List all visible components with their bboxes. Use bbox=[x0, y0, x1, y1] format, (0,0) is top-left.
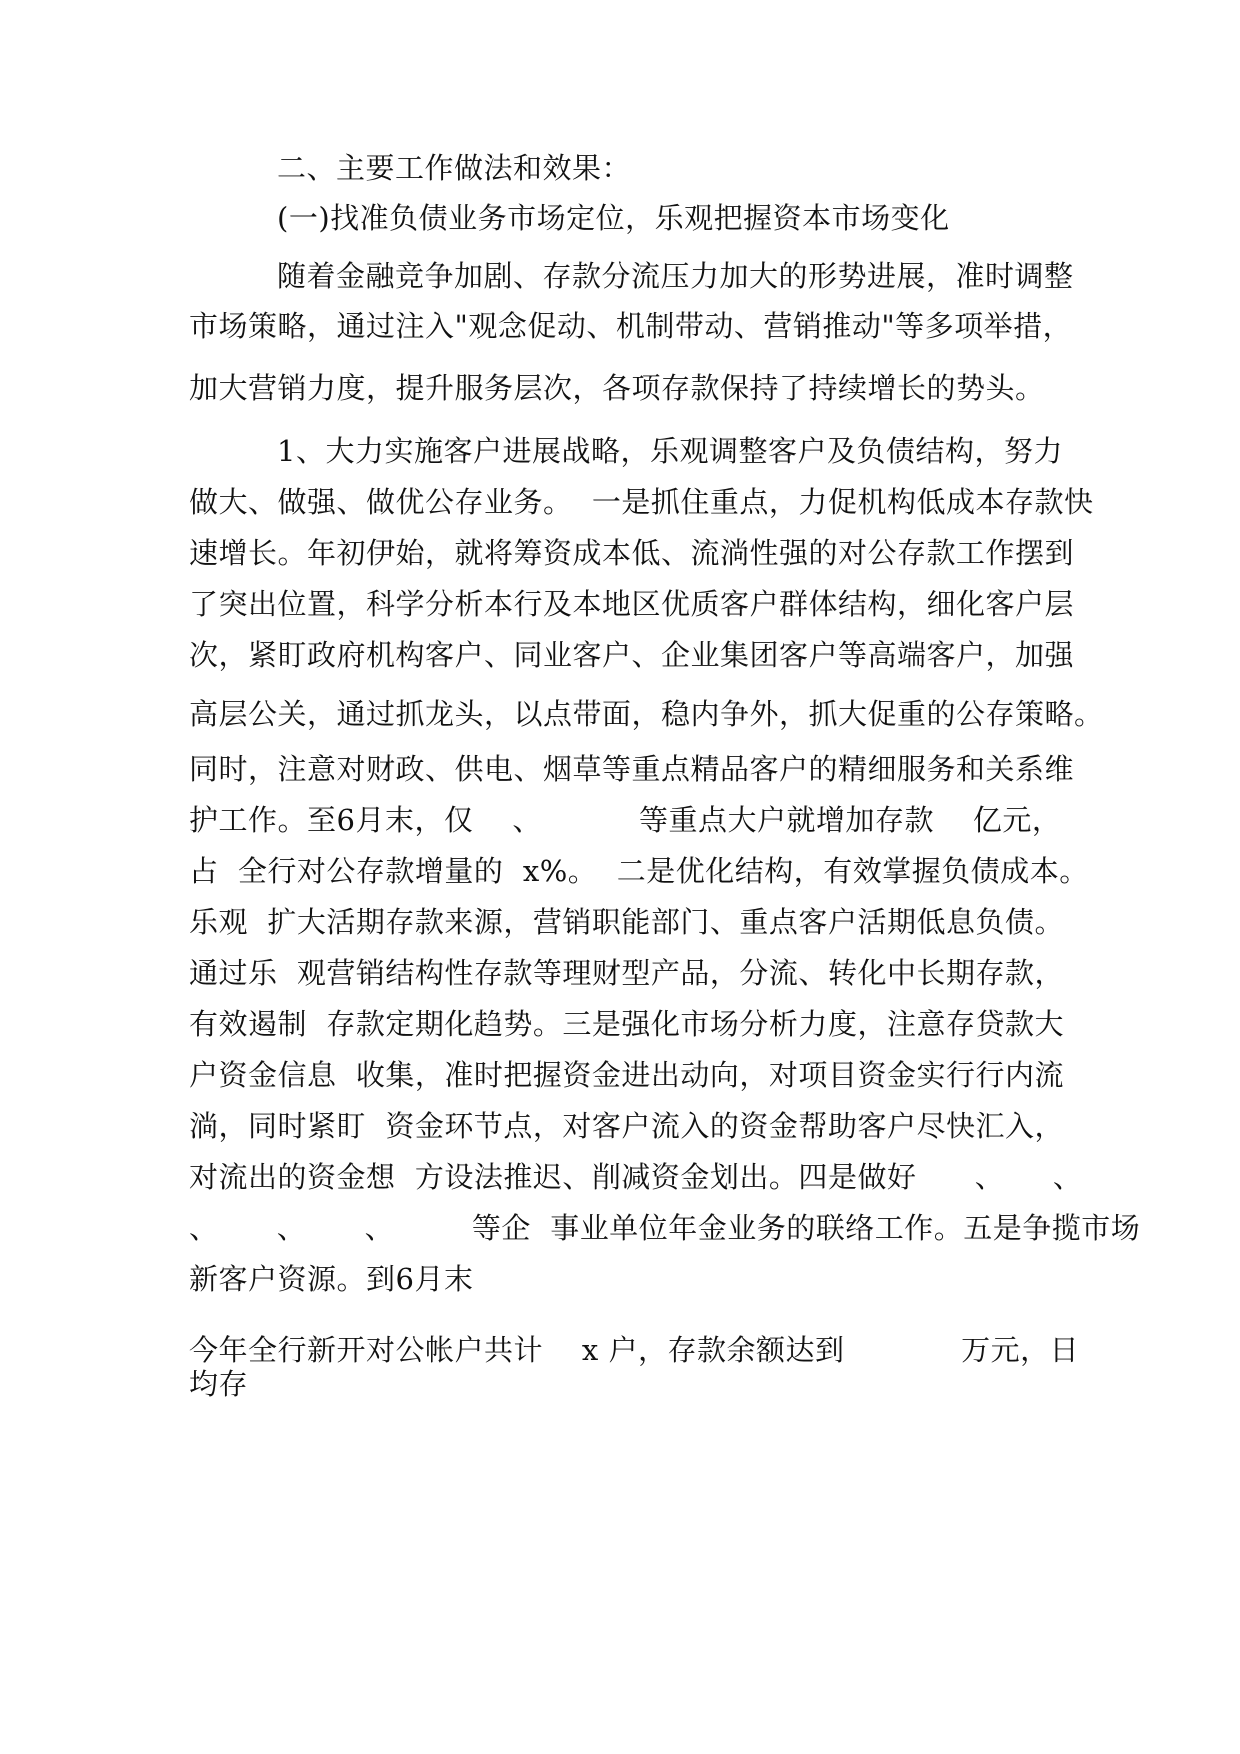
paragraph-line: 淌，同时紧盯 资金环节点，对客户流入的资金帮助客户尽快汇入， bbox=[189, 1109, 1064, 1143]
paragraph-line: 加大营销力度，提升服务层次，各项存款保持了持续增长的势头。 bbox=[189, 371, 1045, 405]
paragraph-line: 通过乐 观营销结构性存款等理财型产品，分流、转化中长期存款， bbox=[189, 956, 1064, 990]
paragraph-line: 有效遏制 存款定期化趋势。三是强化市场分析力度，注意存贷款大 bbox=[189, 1007, 1064, 1041]
subsection-heading: (一)找准负债业务市场定位，乐观把握资本市场变化 bbox=[277, 201, 950, 235]
section-heading: 二、主要工作做法和效果： bbox=[277, 151, 632, 185]
paragraph-line: 均存 bbox=[189, 1367, 249, 1401]
paragraph-line: 随着金融竞争加剧、存款分流压力加大的形势进展，准时调整 bbox=[277, 259, 1074, 293]
paragraph-line: 占 全行对公存款增量的 x%。 二是优化结构，有效掌握负债成本。 bbox=[189, 854, 1089, 888]
paragraph-line: 新客户资源。到6月末 bbox=[189, 1262, 474, 1296]
paragraph-line: 今年全行新开对公帐户共计 x 户，存款余额达到 万元，日 bbox=[189, 1333, 1080, 1367]
paragraph-line: 户资金信息 收集，准时把握资金进出动向，对项目资金实行行内流 bbox=[189, 1058, 1064, 1092]
paragraph-line: 护工作。至6月末，仅 、 等重点大户就增加存款 亿元， bbox=[189, 803, 1062, 837]
paragraph-line: 1、大力实施客户进展战略，乐观调整客户及负债结构，努力 bbox=[277, 434, 1063, 468]
paragraph-line: 高层公关，通过抓龙头，以点带面，稳内争外，抓大促重的公存策略。 bbox=[189, 697, 1104, 731]
paragraph-line: 做大、做强、做优公存业务。 一是抓住重点，力促机构低成本存款快 bbox=[189, 485, 1094, 519]
paragraph-line: 、 、 、 等企 事业单位年金业务的联络工作。五是争揽市场 bbox=[189, 1211, 1141, 1245]
paragraph-line: 速增长。年初伊始，就将筹资成本低、流淌性强的对公存款工作摆到 bbox=[189, 536, 1075, 570]
paragraph-line: 次，紧盯政府机构客户、同业客户、企业集团客户等高端客户，加强 bbox=[189, 638, 1075, 672]
paragraph-line: 市场策略，通过注入"观念促动、机制带动、营销推动"等多项举措， bbox=[189, 309, 1073, 343]
paragraph-line: 乐观 扩大活期存款来源，营销职能部门、重点客户活期低息负债。 bbox=[189, 905, 1064, 939]
paragraph-line: 同时，注意对财政、供电、烟草等重点精品客户的精细服务和关系维 bbox=[189, 752, 1075, 786]
paragraph-line: 对流出的资金想 方设法推迟、削减资金划出。四是做好 、 、 bbox=[189, 1160, 1083, 1194]
paragraph-line: 了突出位置，科学分析本行及本地区优质客户群体结构，细化客户层 bbox=[189, 587, 1075, 621]
